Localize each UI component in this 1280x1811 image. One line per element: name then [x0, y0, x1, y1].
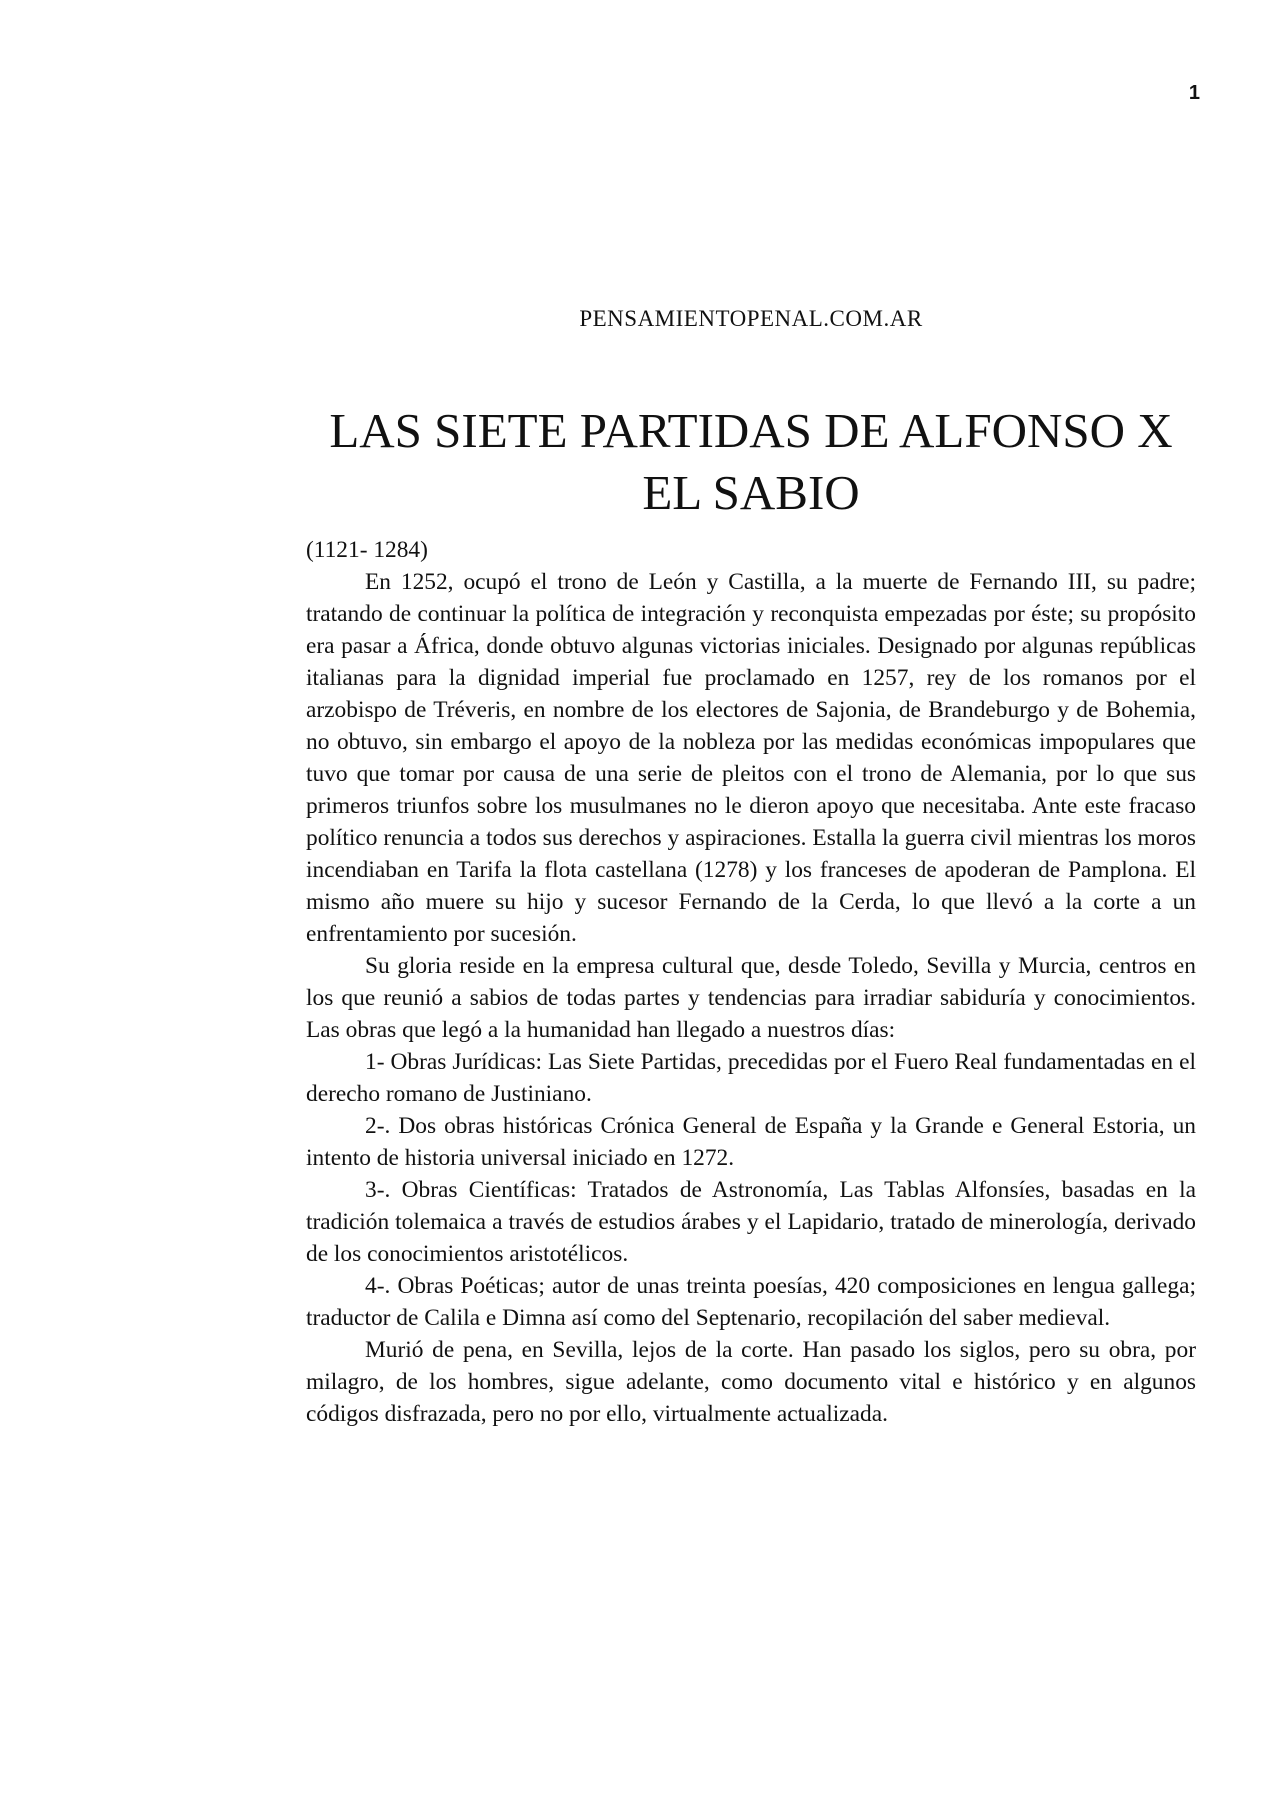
site-header: PENSAMIENTOPENAL.COM.AR: [579, 306, 923, 331]
paragraph-poetic-works: 4-. Obras Poéticas; autor de unas treinta poesías, 420 composiciones en lengua gallega; traductor de Calila e Dimna así como del Septenario, recopilación del saber medieval.: [306, 1273, 1196, 1331]
paragraph-cultural-legacy: Su gloria reside en la empresa cultural que, desde Toledo, Sevilla y Murcia, centros en los que reunió a sabios de todas partes y tendencias para irradiar sabiduría y conocimientos. Las obras que legó a la humanidad han llegado a nuestros días:: [306, 953, 1196, 1043]
page-number: 1: [1188, 82, 1200, 104]
document-body: [306, 534, 1196, 1430]
paragraph-biography: En 1252, ocupó el trono de León y Castilla, a la muerte de Fernando III, su padre; tratando de continuar la política de integración y reconquista empezadas por éste; su propósito era pasar a África, donde obtuvo algunas victorias iniciales. Designado por algunas repúblicas italianas para la dignidad imperial fue proclamado en 1257, rey de los romanos por el arzobispo de Tréveris, en nombre de los electores de Sajonia, de Brandeburgo y de Bohemia, no obtuvo, sin embargo el apoyo de la nobleza por las medidas económicas impopulares que tuvo que tomar por causa de una serie de pleitos con el trono de Alemania, por lo que sus primeros triunfos sobre los musulmanes no le dieron apoyo que necesitaba. Ante este fracaso político renuncia a todos sus derechos y aspiraciones. Estalla la guerra civil mientras los moros incendiaban en Tarifa la flota castellana (1278) y los franceses de apoderan de Pamplona. El mismo año muere su hijo y sucesor Fernando de la Cerda, lo que llevó a la corte a un enfrentamiento por sucesión.: [306, 569, 1196, 947]
paragraph-scientific-works: 3-. Obras Científicas: Tratados de Astronomía, Las Tablas Alfonsíes, basadas en la tradición tolemaica a través de estudios árabes y el Lapidario, tratado de minerología, derivado de los conocimientos aristotélicos.: [306, 1177, 1196, 1267]
paragraph-conclusion: Murió de pena, en Sevilla, lejos de la corte. Han pasado los siglos, pero su obra, por milagro, de los hombres, sigue adelante, como documento vital e histórico y en algunos códigos disfrazada, pero no por ello, virtualmente actualizada.: [306, 1337, 1196, 1427]
paragraph-historical-works: 2-. Dos obras históricas Crónica General de España y la Grande e General Estoria, un intento de historia universal iniciado en 1272.: [306, 1113, 1196, 1171]
document-title: LAS SIETE PARTIDAS DE ALFONSO X EL SABIO: [329, 403, 1173, 520]
date-range: (1121- 1284): [306, 537, 428, 563]
paragraph-legal-works: 1- Obras Jurídicas: Las Siete Partidas, precedidas por el Fuero Real fundamentadas en el derecho romano de Justiniano.: [306, 1049, 1196, 1107]
